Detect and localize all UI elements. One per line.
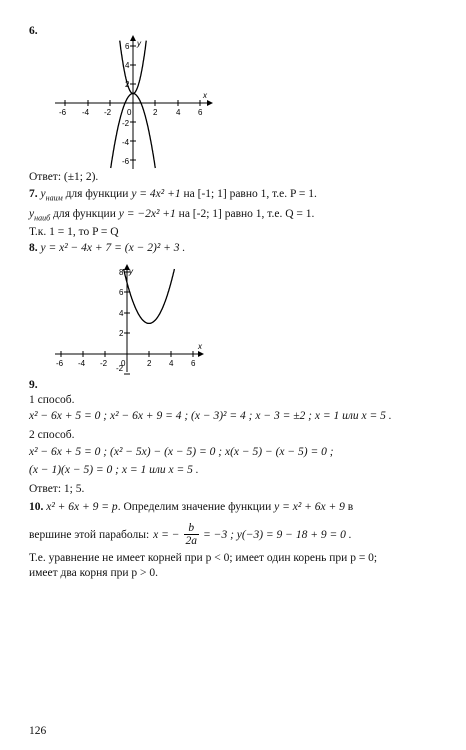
problem-6-number: 6. bbox=[29, 25, 38, 37]
x-tick-neg6: -6 bbox=[56, 359, 64, 368]
x-tick-4: 4 bbox=[176, 108, 181, 117]
y-axis-label: y bbox=[129, 267, 133, 276]
fraction-numerator: b bbox=[188, 522, 195, 534]
line1-end: в bbox=[347, 501, 354, 513]
origin-label: 0 bbox=[121, 359, 126, 368]
x-tick-6: 6 bbox=[198, 108, 203, 117]
x-tick-neg4: -4 bbox=[82, 108, 90, 117]
answer-9: Ответ: 1; 5. bbox=[29, 483, 85, 495]
y-tick-6: 6 bbox=[125, 42, 130, 51]
y-tick-6: 6 bbox=[119, 288, 124, 297]
origin-label: 0 bbox=[127, 108, 132, 117]
conclusion-line1: Т.е. уравнение не имеет корней при p < 0; имеет один корень при p = 0; bbox=[29, 552, 378, 564]
way-2-solution-line1: x² − 6x + 5 = 0 ; (x² − 5x) − (x − 5) = 0 ; x(x − 5) − (x − 5) = 0 ; bbox=[29, 446, 334, 458]
y-min-subscript: наим bbox=[45, 193, 63, 203]
line2-mid: для функции bbox=[52, 208, 116, 220]
answer-6: Ответ: (±1; 2). bbox=[29, 171, 99, 183]
problem-9-number: 9. bbox=[29, 379, 38, 391]
x-tick-neg4: -4 bbox=[78, 359, 86, 368]
equation: x² + 6x + 9 = p bbox=[46, 501, 118, 513]
x-axis-label: x bbox=[198, 342, 202, 351]
way-2-solution-line2: (x − 1)(x − 5) = 0 ; x = 1 или x = 5 . bbox=[29, 464, 199, 476]
y-tick-2: 2 bbox=[125, 80, 130, 89]
function-formula: y = x² + 6x + 9 bbox=[274, 501, 345, 513]
way-1-solution: x² − 6x + 5 = 0 ; x² − 6x + 9 = 4 ; (x − 3)² = 4 ; x − 3 = ±2 ; x = 1 или x = 5 . bbox=[29, 410, 392, 422]
page-number: 126 bbox=[29, 725, 47, 737]
y-tick-4: 4 bbox=[119, 309, 124, 318]
problem-10-number: 10. bbox=[29, 501, 44, 513]
vertex-lhs: x = − bbox=[153, 528, 180, 541]
parabola-x2-4x-plus-7 bbox=[124, 269, 175, 323]
line1-formula: y = 4x² +1 bbox=[131, 188, 181, 200]
y-axis-label: y bbox=[137, 39, 141, 48]
line1-mid: для функции bbox=[65, 188, 129, 200]
vertex-rest: = −3 ; y(−3) = 9 − 18 + 9 = 0 . bbox=[203, 528, 352, 541]
y-tick-2: 2 bbox=[119, 329, 124, 338]
x-axis-label: x bbox=[203, 91, 207, 100]
x-tick-4: 4 bbox=[169, 359, 174, 368]
problem-8-formula: y = x² − 4x + 7 = (x − 2)² + 3 . bbox=[40, 242, 186, 254]
x-tick-neg2: -2 bbox=[100, 359, 108, 368]
vertex-text: вершине этой параболы: bbox=[29, 528, 150, 541]
x-tick-2: 2 bbox=[147, 359, 152, 368]
y-max-subscript: наиб bbox=[34, 213, 51, 223]
problem-10-line2 bbox=[29, 522, 352, 547]
problem-7-line3: Т.к. 1 = 1, то P = Q bbox=[29, 226, 119, 238]
line1-post: на [-1; 1] равно 1, т.е. P = 1. bbox=[183, 188, 317, 200]
x-tick-6: 6 bbox=[191, 359, 196, 368]
problem-7-number: 7. bbox=[29, 188, 38, 200]
y-tick-neg4: -4 bbox=[122, 138, 130, 147]
y-min-symbol: y bbox=[40, 188, 46, 200]
y-tick-8: 8 bbox=[119, 268, 124, 277]
x-axis-arrow bbox=[198, 351, 204, 357]
line2-post: на [-2; 1] равно 1, т.е. Q = 1. bbox=[178, 208, 315, 220]
fraction-denominator: 2a bbox=[185, 535, 198, 547]
x-tick-neg2: -2 bbox=[104, 108, 112, 117]
problem-7-line1 bbox=[29, 187, 317, 205]
y-tick-neg2: -2 bbox=[122, 119, 130, 128]
y-tick-neg6: -6 bbox=[122, 157, 130, 166]
fraction-b-over-2a bbox=[184, 522, 200, 547]
x-tick-neg6: -6 bbox=[59, 108, 67, 117]
y-max-symbol: y bbox=[29, 208, 35, 220]
y-axis-arrow bbox=[130, 35, 136, 41]
way-1-title: 1 способ. bbox=[29, 394, 75, 406]
y-tick-4: 4 bbox=[125, 61, 130, 70]
problem-8-number: 8. bbox=[29, 242, 38, 254]
x-tick-2: 2 bbox=[153, 108, 158, 117]
problem-10-line1 bbox=[29, 500, 353, 514]
way-2-title: 2 способ. bbox=[29, 429, 75, 441]
line2-formula: y = −2x² +1 bbox=[118, 208, 176, 220]
problem-8-line bbox=[29, 241, 185, 255]
y-tick-neg2: -2 bbox=[116, 364, 124, 373]
problem-7-line2 bbox=[29, 207, 314, 225]
graph-problem-6 bbox=[55, 34, 220, 171]
line1-text: . Определим значение функции bbox=[117, 501, 272, 513]
graph-problem-8 bbox=[55, 264, 215, 376]
x-axis-arrow bbox=[207, 100, 213, 106]
conclusion-line2: имеет два корня при p > 0. bbox=[29, 567, 159, 579]
